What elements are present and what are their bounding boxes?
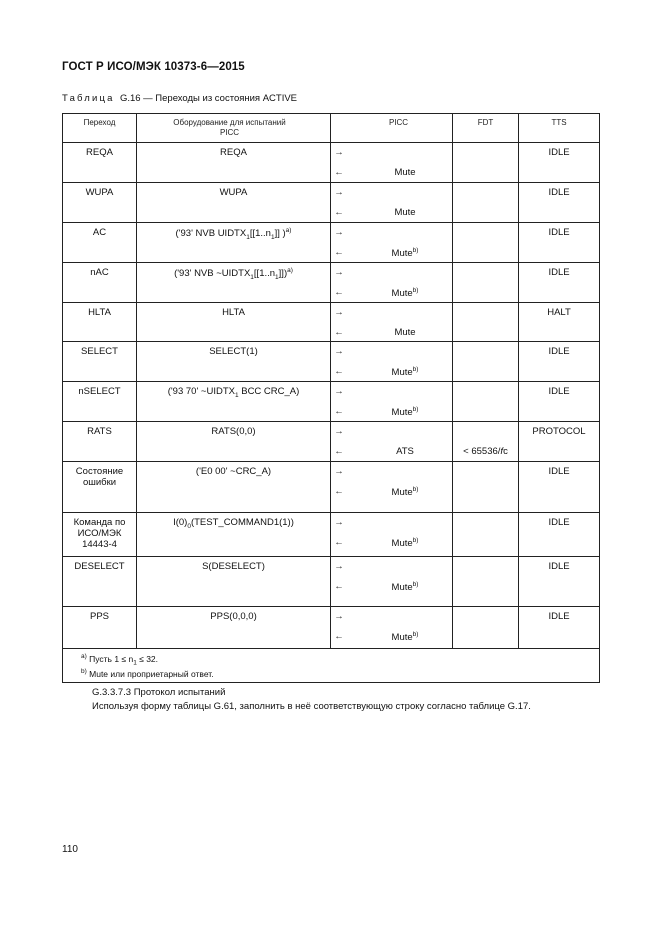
tts-value: IDLE (548, 147, 570, 158)
header-transition: Переход (63, 114, 137, 143)
arrow-to-picc-icon: → (334, 187, 344, 198)
transition-label: HLTA (88, 307, 111, 318)
cell-transition (63, 422, 137, 462)
arrow-to-picc-icon: → (334, 466, 344, 477)
picc-response: Mute$^{b)}$ (391, 631, 419, 644)
cell-transition (63, 143, 137, 183)
transition-label: DESELECT (74, 561, 125, 572)
cell-command (137, 183, 331, 223)
cell-command (137, 303, 331, 342)
tts-value: IDLE (548, 346, 570, 357)
picc-response: Mute (394, 207, 416, 218)
table-row (63, 382, 600, 422)
cell-transition (63, 223, 137, 263)
cell-picc (331, 342, 453, 382)
cell-fdt (453, 223, 519, 263)
cell-command (137, 223, 331, 263)
arrow-from-picc-icon: ← (334, 366, 344, 377)
picc-response: Mute$^{b)}$ (391, 486, 419, 499)
notes-row (63, 649, 600, 683)
cell-command (137, 513, 331, 557)
cell-fdt (453, 422, 519, 462)
arrow-to-picc-icon: → (334, 307, 344, 318)
cell-transition (63, 303, 137, 342)
cell-tts (519, 342, 600, 382)
cell-fdt (453, 342, 519, 382)
cell-fdt (453, 462, 519, 513)
cell-fdt (453, 607, 519, 649)
transition-label: Состояние ошибки (75, 466, 124, 488)
transition-label: PPS (89, 611, 109, 622)
tts-value: IDLE (548, 517, 570, 528)
cell-picc (331, 422, 453, 462)
tts-value: IDLE (548, 227, 570, 238)
table-notes (63, 649, 600, 683)
tts-value: IDLE (548, 187, 570, 198)
arrow-to-picc-icon: → (334, 611, 344, 622)
cell-transition (63, 607, 137, 649)
cell-picc (331, 513, 453, 557)
cell-picc (331, 462, 453, 513)
cell-fdt (453, 183, 519, 223)
command-label: SELECT(1) (209, 346, 258, 357)
cell-picc (331, 557, 453, 607)
cell-picc (331, 263, 453, 303)
cell-transition (63, 557, 137, 607)
cell-transition (63, 462, 137, 513)
arrow-to-picc-icon: → (334, 386, 344, 397)
cell-picc (331, 382, 453, 422)
command-label: ('E0 00' ~CRC_A) (195, 466, 272, 477)
picc-response: Mute$^{b)}$ (391, 581, 419, 594)
table-row (63, 143, 600, 183)
transition-label: nSELECT (78, 386, 121, 397)
cell-fdt (453, 513, 519, 557)
cell-tts (519, 303, 600, 342)
cell-fdt (453, 382, 519, 422)
arrow-from-picc-icon: ← (334, 486, 344, 497)
picc-response: Mute$^{b)}$ (391, 406, 419, 419)
cell-tts (519, 263, 600, 303)
transition-label: nAC (90, 267, 109, 278)
picc-response: Mute$^{b)}$ (391, 537, 419, 550)
note-b: $^{b)}$ Mute или проприетарный ответ. (81, 667, 214, 679)
cell-command (137, 607, 331, 649)
command-label: ('93 70' $\sim UIDTX_1$ BCC CRC_A) (167, 386, 300, 399)
cell-picc (331, 607, 453, 649)
command-label: ('93' NVB $\sim UIDTX_1[[1..n_1]])^{a)}$ (174, 267, 293, 282)
arrow-from-picc-icon: ← (334, 581, 344, 592)
transition-label: Команда по ИСО/МЭК 14443-4 (73, 517, 126, 550)
arrow-to-picc-icon: → (334, 346, 344, 357)
header-equipment: Оборудование для испытаний PICC (137, 114, 331, 143)
table-row (63, 607, 600, 649)
arrow-to-picc-icon: → (334, 147, 344, 158)
cell-tts (519, 422, 600, 462)
page-number: 110 (62, 844, 78, 855)
cell-transition (63, 263, 137, 303)
cell-transition (63, 513, 137, 557)
tts-value: IDLE (548, 386, 570, 397)
section-heading: G.3.3.7.3 Протокол испытаний (92, 687, 226, 698)
cell-picc (331, 183, 453, 223)
arrow-to-picc-icon: → (334, 267, 344, 278)
table-row (63, 183, 600, 223)
table-row (63, 223, 600, 263)
cell-transition (63, 342, 137, 382)
cell-command (137, 382, 331, 422)
header-picc: PICC (331, 114, 453, 143)
cell-tts (519, 183, 600, 223)
cell-picc (331, 303, 453, 342)
table-caption (62, 93, 297, 104)
cell-tts (519, 607, 600, 649)
arrow-from-picc-icon: ← (334, 537, 344, 548)
cell-fdt (453, 143, 519, 183)
cell-picc (331, 223, 453, 263)
command-label: S(DESELECT) (202, 561, 265, 572)
cell-fdt (453, 303, 519, 342)
arrow-from-picc-icon: ← (334, 287, 344, 298)
arrow-from-picc-icon: ← (334, 247, 344, 258)
command-label: RATS(0,0) (211, 426, 256, 437)
cell-command (137, 143, 331, 183)
tts-value: HALT (547, 307, 571, 318)
transitions-table (62, 113, 600, 683)
cell-command (137, 342, 331, 382)
cell-transition (63, 183, 137, 223)
command-label: HLTA (222, 307, 245, 318)
cell-tts (519, 223, 600, 263)
cell-command (137, 462, 331, 513)
arrow-from-picc-icon: ← (334, 167, 344, 178)
arrow-from-picc-icon: ← (334, 207, 344, 218)
arrow-from-picc-icon: ← (334, 446, 344, 457)
cell-fdt (453, 263, 519, 303)
table-row (63, 513, 600, 557)
picc-response: Mute$^{b)}$ (391, 247, 419, 260)
standard-header: ГОСТ Р ИСО/МЭК 10373-6—2015 (62, 61, 245, 73)
cell-tts (519, 382, 600, 422)
transition-label: RATS (87, 426, 112, 437)
picc-response: Mute$^{b)}$ (391, 366, 419, 379)
command-label: WUPA (219, 187, 248, 198)
header-fdt: FDT (453, 114, 519, 143)
arrow-to-picc-icon: → (334, 561, 344, 572)
table-row (63, 422, 600, 462)
tts-value: IDLE (548, 561, 570, 572)
tts-value: IDLE (548, 267, 570, 278)
picc-response: Mute (394, 327, 416, 338)
command-label: REQA (220, 147, 247, 158)
caption-text: G.16 — Переходы из состояния ACTIVE (119, 93, 298, 104)
arrow-from-picc-icon: ← (334, 327, 344, 338)
section-body: Используя форму таблицы G.61, заполнить в неё соответствующую строку согласно таблице G.17. (92, 701, 531, 712)
arrow-to-picc-icon: → (334, 426, 344, 437)
command-label: ('93' NVB $UIDTX_1[[1..n_1]]$ )$^{a)}$ (175, 227, 292, 242)
picc-response: Mute$^{b)}$ (391, 287, 419, 300)
cell-tts (519, 557, 600, 607)
table-row (63, 342, 600, 382)
tts-value: PROTOCOL (532, 426, 586, 437)
transition-label: AC (92, 227, 107, 238)
arrow-from-picc-icon: ← (334, 406, 344, 417)
transition-label: WUPA (85, 187, 114, 198)
arrow-to-picc-icon: → (334, 517, 344, 528)
transition-label: SELECT (81, 346, 118, 357)
cell-tts (519, 143, 600, 183)
tts-value: IDLE (548, 611, 570, 622)
note-a: $^{a)}$ Пусть $1 \le n_1 \le 32$. (81, 653, 159, 667)
cell-tts (519, 462, 600, 513)
cell-tts (519, 513, 600, 557)
table-row (63, 462, 600, 513)
header-tts: TTS (519, 114, 600, 143)
cell-command (137, 557, 331, 607)
picc-response: ATS (396, 446, 414, 457)
fdt-value: < 65536/fc (463, 446, 508, 457)
cell-fdt (453, 557, 519, 607)
command-label: PPS(0,0,0) (210, 611, 257, 622)
table-row (63, 303, 600, 342)
cell-picc (331, 143, 453, 183)
table-header-row (63, 114, 600, 143)
table-row (63, 557, 600, 607)
picc-response: Mute (394, 167, 416, 178)
table-row (63, 263, 600, 303)
cell-transition (63, 382, 137, 422)
caption-prefix: Таблица (62, 93, 115, 104)
cell-command (137, 263, 331, 303)
arrow-from-picc-icon: ← (334, 631, 344, 642)
tts-value: IDLE (548, 466, 570, 477)
command-label: $I(0)_0(TEST\_COMMAND1(1))$ (173, 517, 294, 530)
cell-command (137, 422, 331, 462)
transition-label: REQA (86, 147, 113, 158)
arrow-to-picc-icon: → (334, 227, 344, 238)
